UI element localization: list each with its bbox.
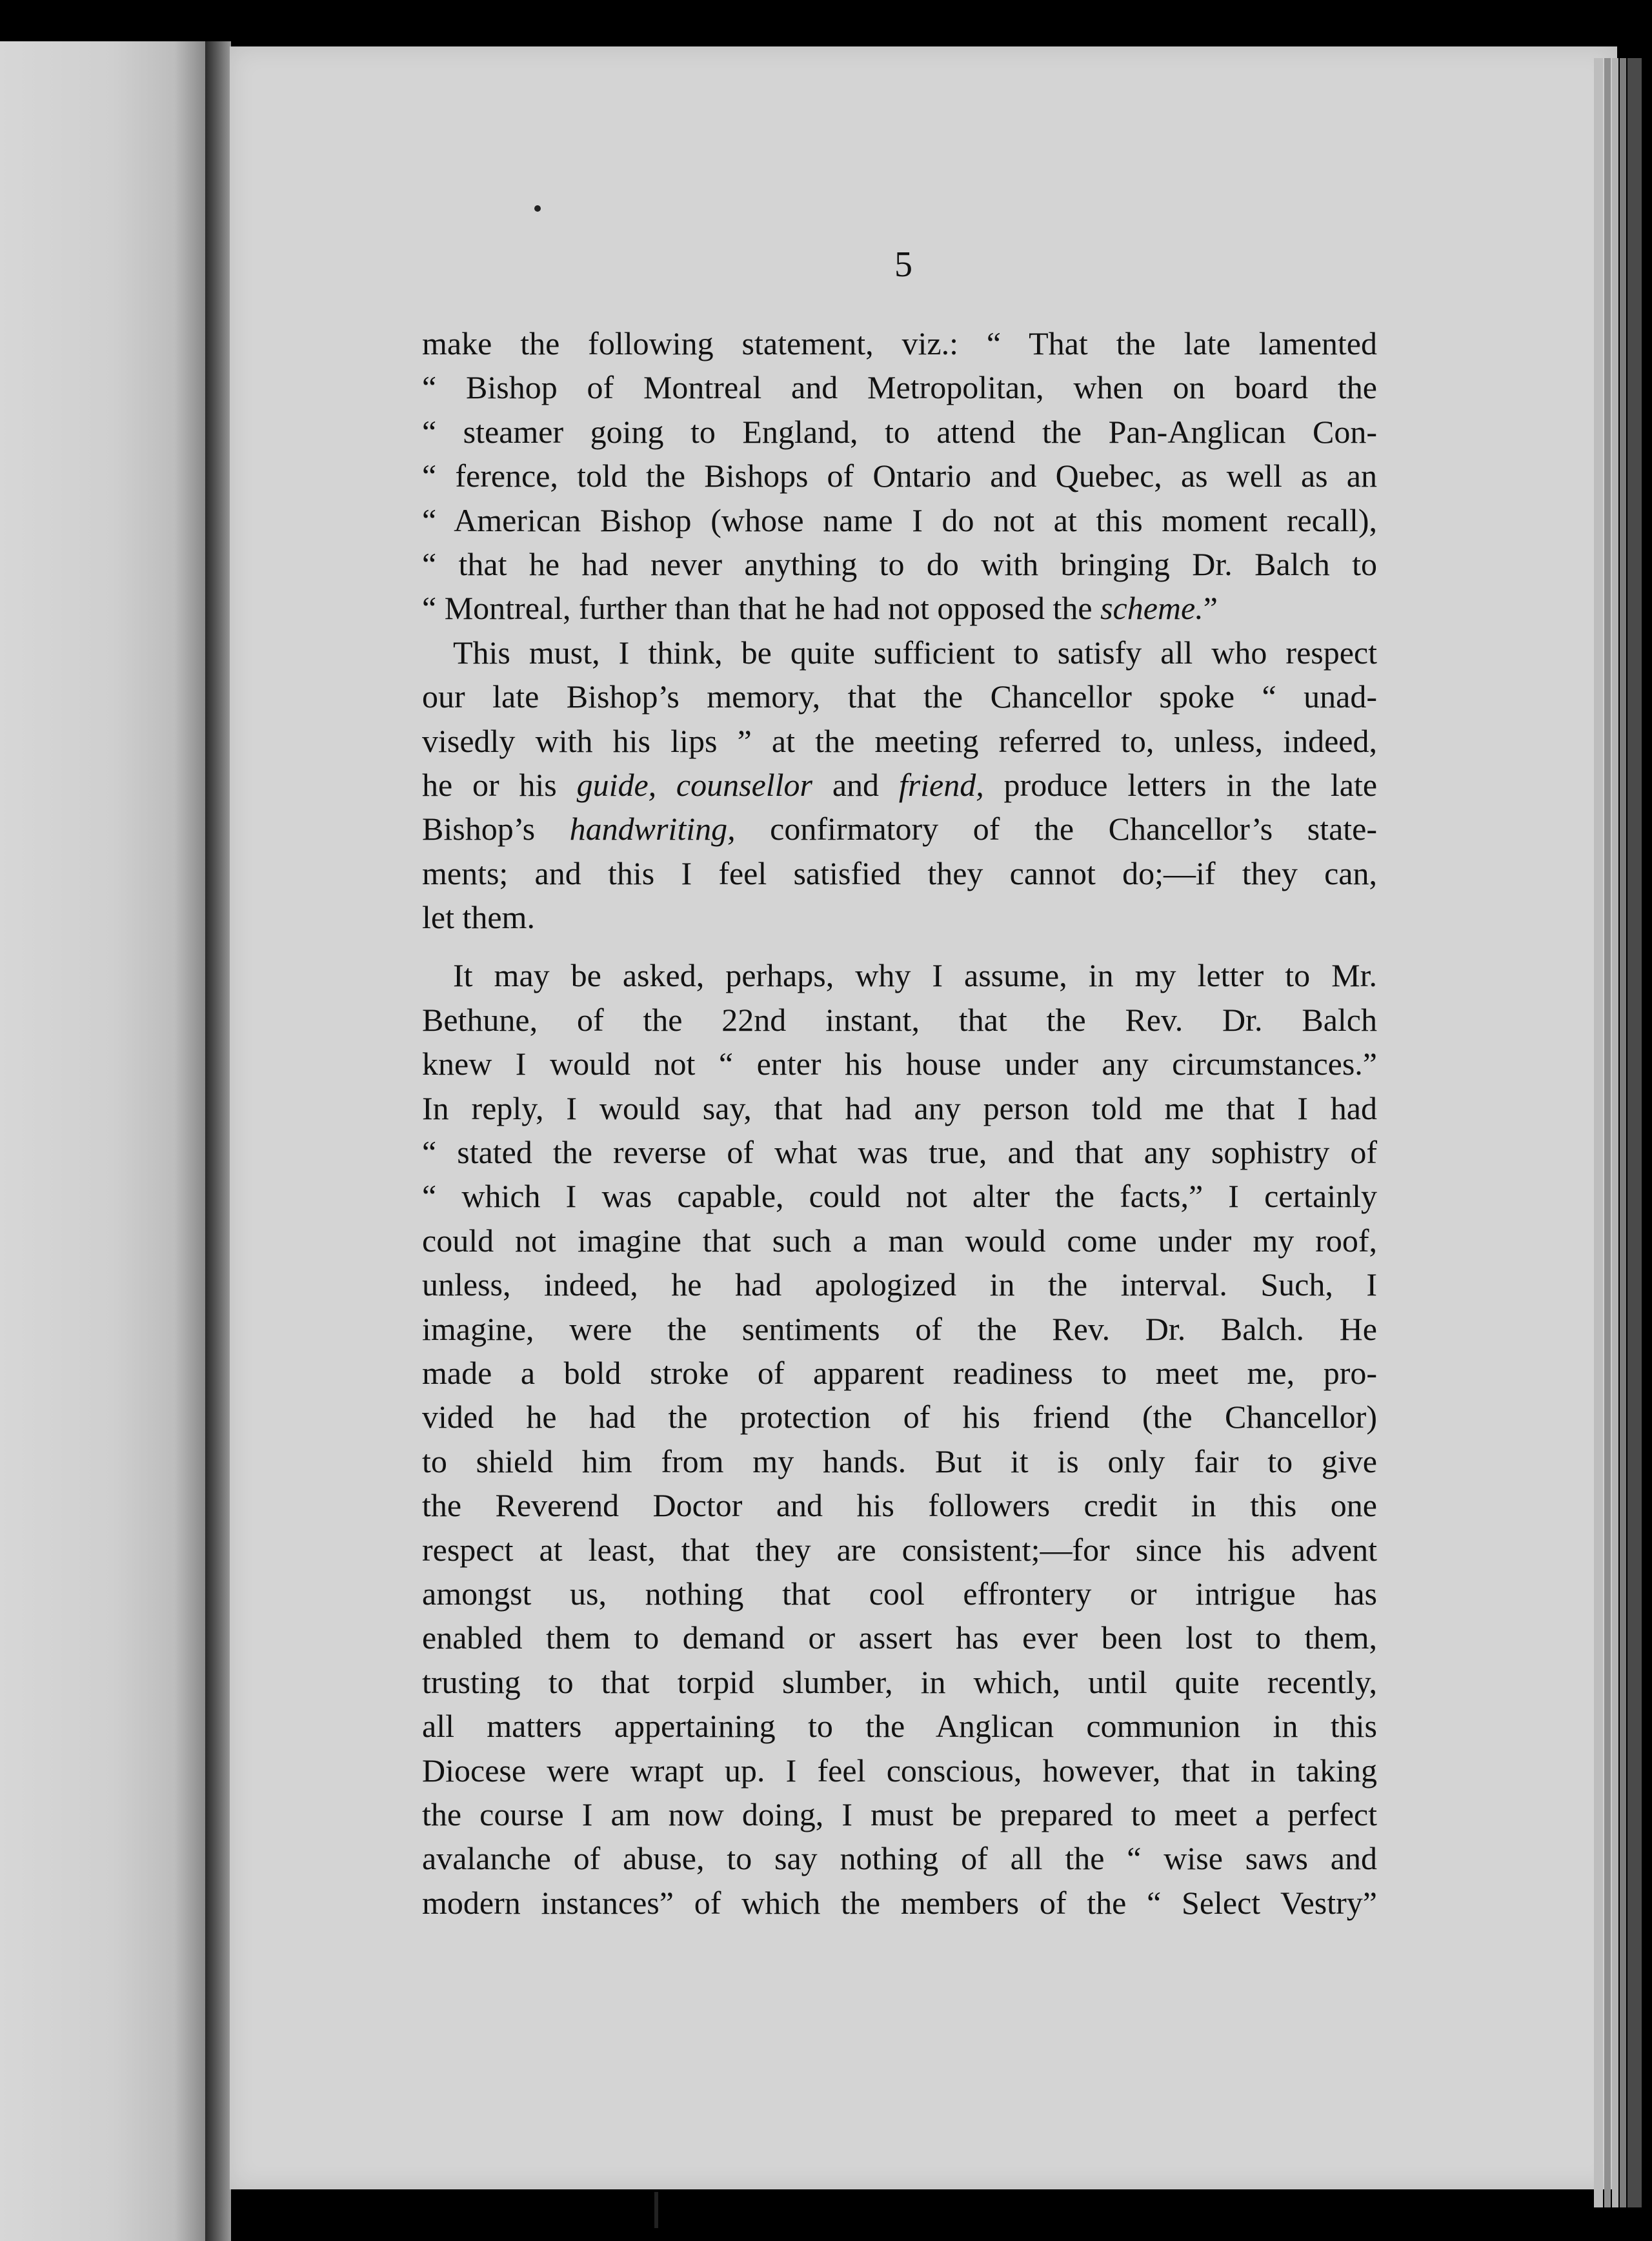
text-line: respect at least, that they are consistent;—for since his advent bbox=[422, 1531, 1377, 1568]
emphasis-text: friend, bbox=[898, 766, 984, 803]
text-line: Bethune, of the 22nd instant, that the Rev. Dr. Balch bbox=[422, 1001, 1377, 1038]
text-line: the Reverend Doctor and his followers credit in this one bbox=[422, 1487, 1377, 1524]
text-line: “ that he had never anything to do with bringing Dr. Balch to bbox=[422, 545, 1377, 582]
text-line: let them. bbox=[422, 899, 535, 936]
page-edge bbox=[1604, 58, 1611, 2207]
text-line: avalanche of abuse, to say nothing of all the “ wise saws and bbox=[422, 1840, 1377, 1877]
text-line: to shield him from my hands. But it is only fair to give bbox=[422, 1443, 1377, 1479]
text-line: our late Bishop’s memory, that the Chancellor spoke “ unad- bbox=[422, 678, 1377, 715]
emphasis-text: scheme. bbox=[1100, 590, 1204, 627]
text-line: amongst us, nothing that cool effrontery or intrigue has bbox=[422, 1575, 1377, 1612]
text-line: make the following statement, viz.: “ That the late lamented bbox=[422, 325, 1377, 361]
text-line: “ steamer going to England, to attend the Pan-Anglican Con- bbox=[422, 413, 1377, 450]
text-line: vided he had the protection of his friend (the Chancellor) bbox=[422, 1399, 1377, 1435]
text-line: could not imagine that such a man would come under my roof, bbox=[422, 1222, 1377, 1259]
emphasis-text: handwriting, bbox=[569, 811, 736, 847]
text-line bbox=[422, 807, 1377, 851]
text-line: This must, I think, be quite sufficient to satisfy all who respect bbox=[453, 634, 1377, 671]
text-line: modern instances” of which the members of the “ Select Vestry” bbox=[422, 1884, 1377, 1921]
text-line: “ American Bishop (whose name I do not at this moment recall), bbox=[422, 502, 1377, 538]
text-line bbox=[422, 763, 1377, 807]
page-number: 5 bbox=[894, 245, 912, 285]
text-line: knew I would not “ enter his house under any circumstances.” bbox=[422, 1046, 1377, 1082]
paragraph-gap bbox=[422, 939, 1377, 953]
body-text bbox=[422, 321, 1377, 1925]
text-run: and bbox=[832, 766, 880, 803]
page-edge bbox=[1594, 58, 1603, 2207]
text-line: made a bold stroke of apparent readiness to meet me, pro- bbox=[422, 1354, 1377, 1391]
text-run: Bishop’s bbox=[422, 811, 536, 847]
page-edge bbox=[1627, 58, 1642, 2207]
text-line: imagine, were the sentiments of the Rev. Dr. Balch. He bbox=[422, 1310, 1377, 1347]
text-line: enabled them to demand or assert has ever been lost to them, bbox=[422, 1619, 1377, 1656]
text-line: In reply, I would say, that had any person told me that I had bbox=[422, 1090, 1377, 1126]
text-run: confirmatory of the Chancellor’s state- bbox=[770, 811, 1377, 847]
text-line: “ ference, told the Bishops of Ontario and Quebec, as well as an bbox=[422, 458, 1377, 494]
facing-page-margin bbox=[0, 41, 205, 2241]
text-line: the course I am now doing, I must be prepared to meet a perfect bbox=[422, 1796, 1377, 1832]
text-line: trusting to that torpid slumber, in which, until quite recently, bbox=[422, 1663, 1377, 1700]
text-line: ments; and this I feel satisfied they cannot do;—if they can, bbox=[422, 855, 1377, 891]
ink-stroke bbox=[654, 2192, 658, 2228]
page-edge bbox=[1612, 58, 1618, 2207]
ink-speck bbox=[534, 205, 541, 212]
text-line: visedly with his lips ” at the meeting referred to, unless, indeed, bbox=[422, 722, 1377, 759]
text-line: “ which I was capable, could not alter the facts,” I certainly bbox=[422, 1178, 1377, 1215]
text-line: “ stated the reverse of what was true, and that any sophistry of bbox=[422, 1134, 1377, 1171]
book-gutter bbox=[205, 41, 231, 2241]
text-run: he or his bbox=[422, 766, 557, 803]
text-run: ” bbox=[1203, 590, 1218, 627]
text-line: unless, indeed, he had apologized in the interval. Such, I bbox=[422, 1266, 1377, 1303]
text-line: “ Bishop of Montreal and Metropolitan, when on board the bbox=[422, 369, 1377, 406]
text-line: all matters appertaining to the Anglican communion in this bbox=[422, 1708, 1377, 1745]
text-run: produce letters in the late bbox=[1003, 766, 1378, 803]
text-run: “ Montreal, further than that he had not opposed the bbox=[422, 590, 1093, 627]
page-edge bbox=[1620, 58, 1626, 2207]
emphasis-text: guide, counsellor bbox=[576, 766, 813, 803]
text-line bbox=[422, 586, 1377, 630]
text-line: It may be asked, perhaps, why I assume, in my letter to Mr. bbox=[453, 957, 1377, 994]
text-line: Diocese were wrapt up. I feel conscious, however, that in taking bbox=[422, 1752, 1377, 1789]
